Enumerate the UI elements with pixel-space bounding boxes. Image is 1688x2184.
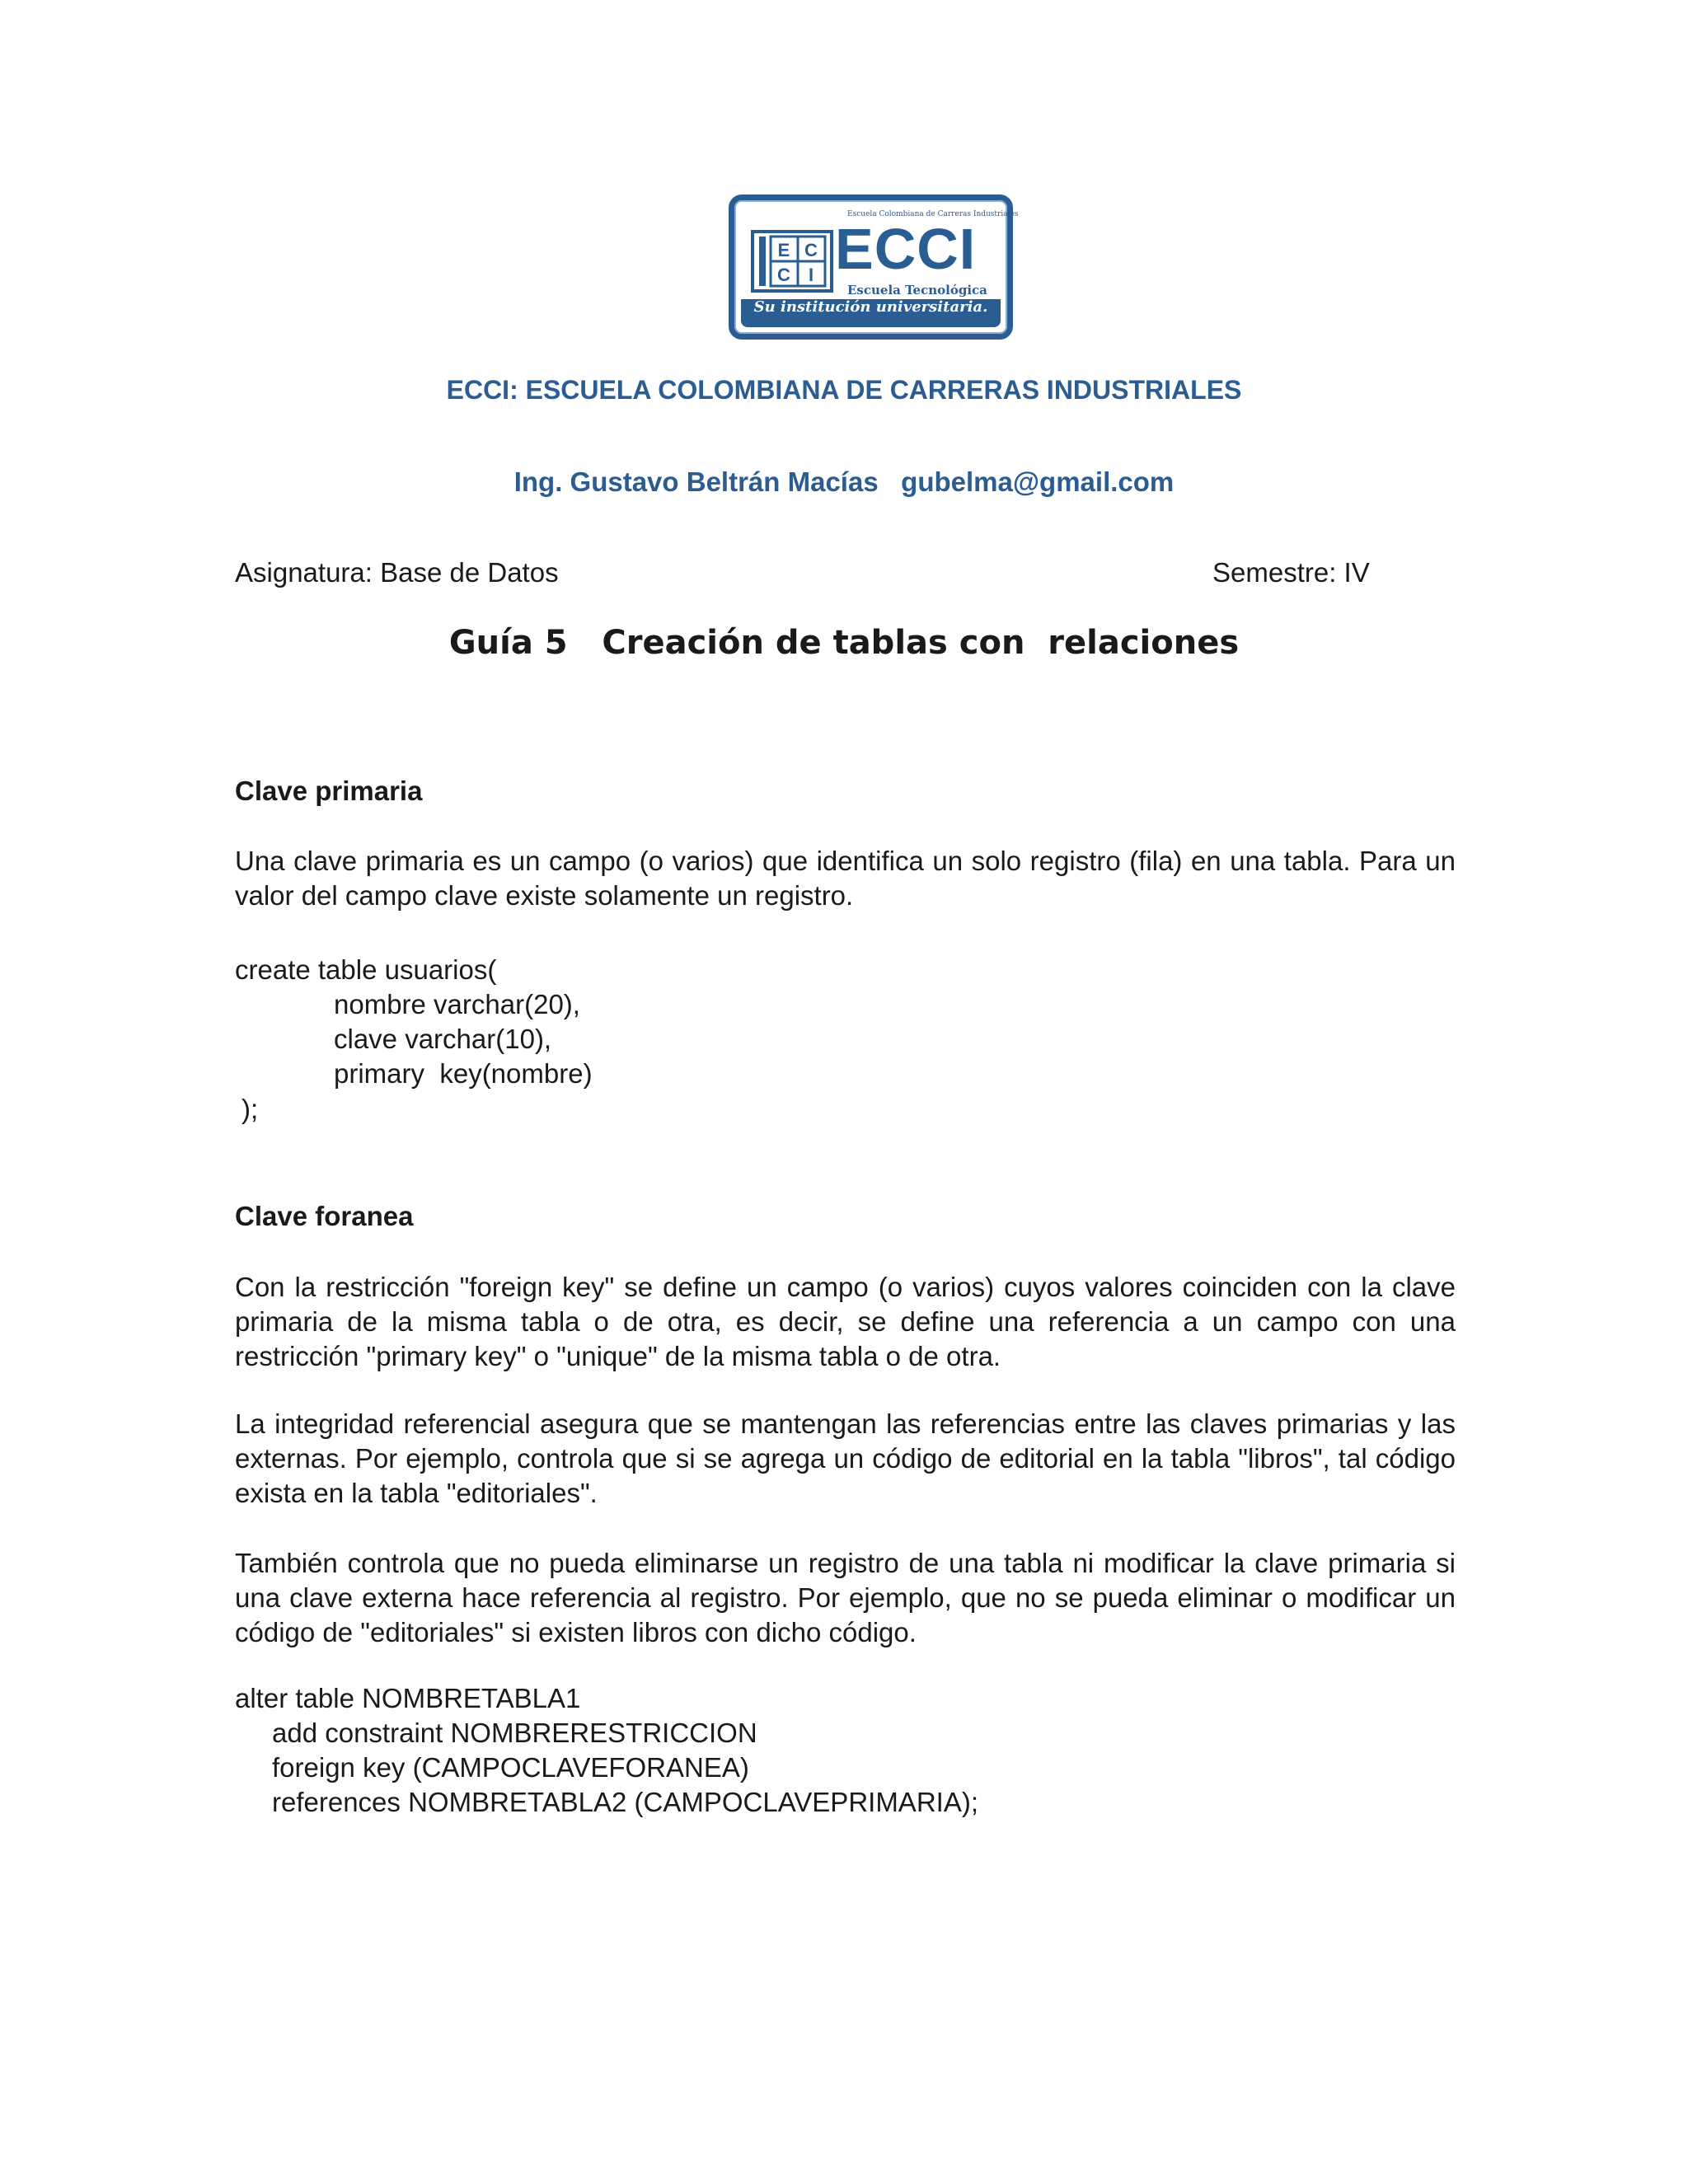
code-line: alter table NOMBRETABLA1 — [235, 1683, 581, 1713]
logo-band — [741, 299, 1001, 327]
primary-key-paragraph: Una clave primaria es un campo (o varios) que identifica un solo registro (fila) en una tabla. Para un valor del campo clave existe solamente un registro. — [235, 846, 1456, 911]
ecci-logo — [729, 194, 1019, 340]
code-line: foreign key (CAMPOCLAVEFORANEA) — [272, 1752, 749, 1783]
foreign-key-paragraph: También controla que no pueda eliminarse un registro de una tabla ni modificar la clave primaria si una clave externa hace referencia al registro. Por ejemplo, que no se pueda eliminar o modificar un código de "editoriales" si existen libros con dicho código. — [235, 1548, 1456, 1647]
subject-label: Asignatura: Base de Datos — [235, 557, 559, 588]
logo-small-text: Escuela Colombiana de Carreras Industriales — [847, 210, 1019, 218]
logo-mark-icon — [751, 230, 833, 293]
code-line: add constraint NOMBRERESTRICCION — [272, 1718, 757, 1748]
logo-slogan: Su institución universitaria. — [753, 298, 988, 316]
logo-mark-letter: C — [777, 265, 790, 285]
foreign-key-paragraph: Con la restricción "foreign key" se define un campo (o varios) cuyos valores coinciden con la clave primaria de la misma tabla o de otra, es decir, se define una referencia a un campo con una restricción "primary key" o "unique" de la misma tabla o de otra. — [235, 1272, 1456, 1371]
logo-mark-letter: E — [777, 240, 790, 260]
foreign-key-paragraph: La integridad referencial asegura que se mantengan las referencias entre las claves primarias y las externas. Por ejemplo, controla que si se agrega un código de editorial en la tabla "libros", tal código exista en la tabla "editoriales". — [235, 1408, 1456, 1508]
code-line: ); — [241, 1094, 259, 1124]
logo-mark-letter: C — [804, 240, 818, 260]
code-line: primary key(nombre) — [334, 1058, 593, 1089]
institution-name: ECCI: ESCUELA COLOMBIANA DE CARRERAS INDUSTRIALES — [446, 375, 1242, 405]
section-heading-primary-key: Clave primaria — [235, 776, 423, 806]
semester-label: Semestre: IV — [1212, 557, 1370, 588]
section-heading-foreign-key: Clave foranea — [235, 1201, 414, 1231]
code-line: clave varchar(10), — [334, 1024, 552, 1054]
logo-mark-letter: I — [808, 265, 814, 285]
code-line: nombre varchar(20), — [334, 989, 580, 1019]
logo-name: ECCI — [835, 217, 977, 281]
logo-subtitle: Escuela Tecnológica — [847, 283, 987, 298]
code-line: create table usuarios( — [235, 954, 497, 985]
author-line: Ing. Gustavo Beltrán Macías gubelma@gmail.com — [513, 466, 1175, 497]
code-line: references NOMBRETABLA2 (CAMPOCLAVEPRIMARIA); — [272, 1787, 978, 1817]
guide-title: Guía 5 Creación de tablas con relaciones — [448, 624, 1240, 662]
